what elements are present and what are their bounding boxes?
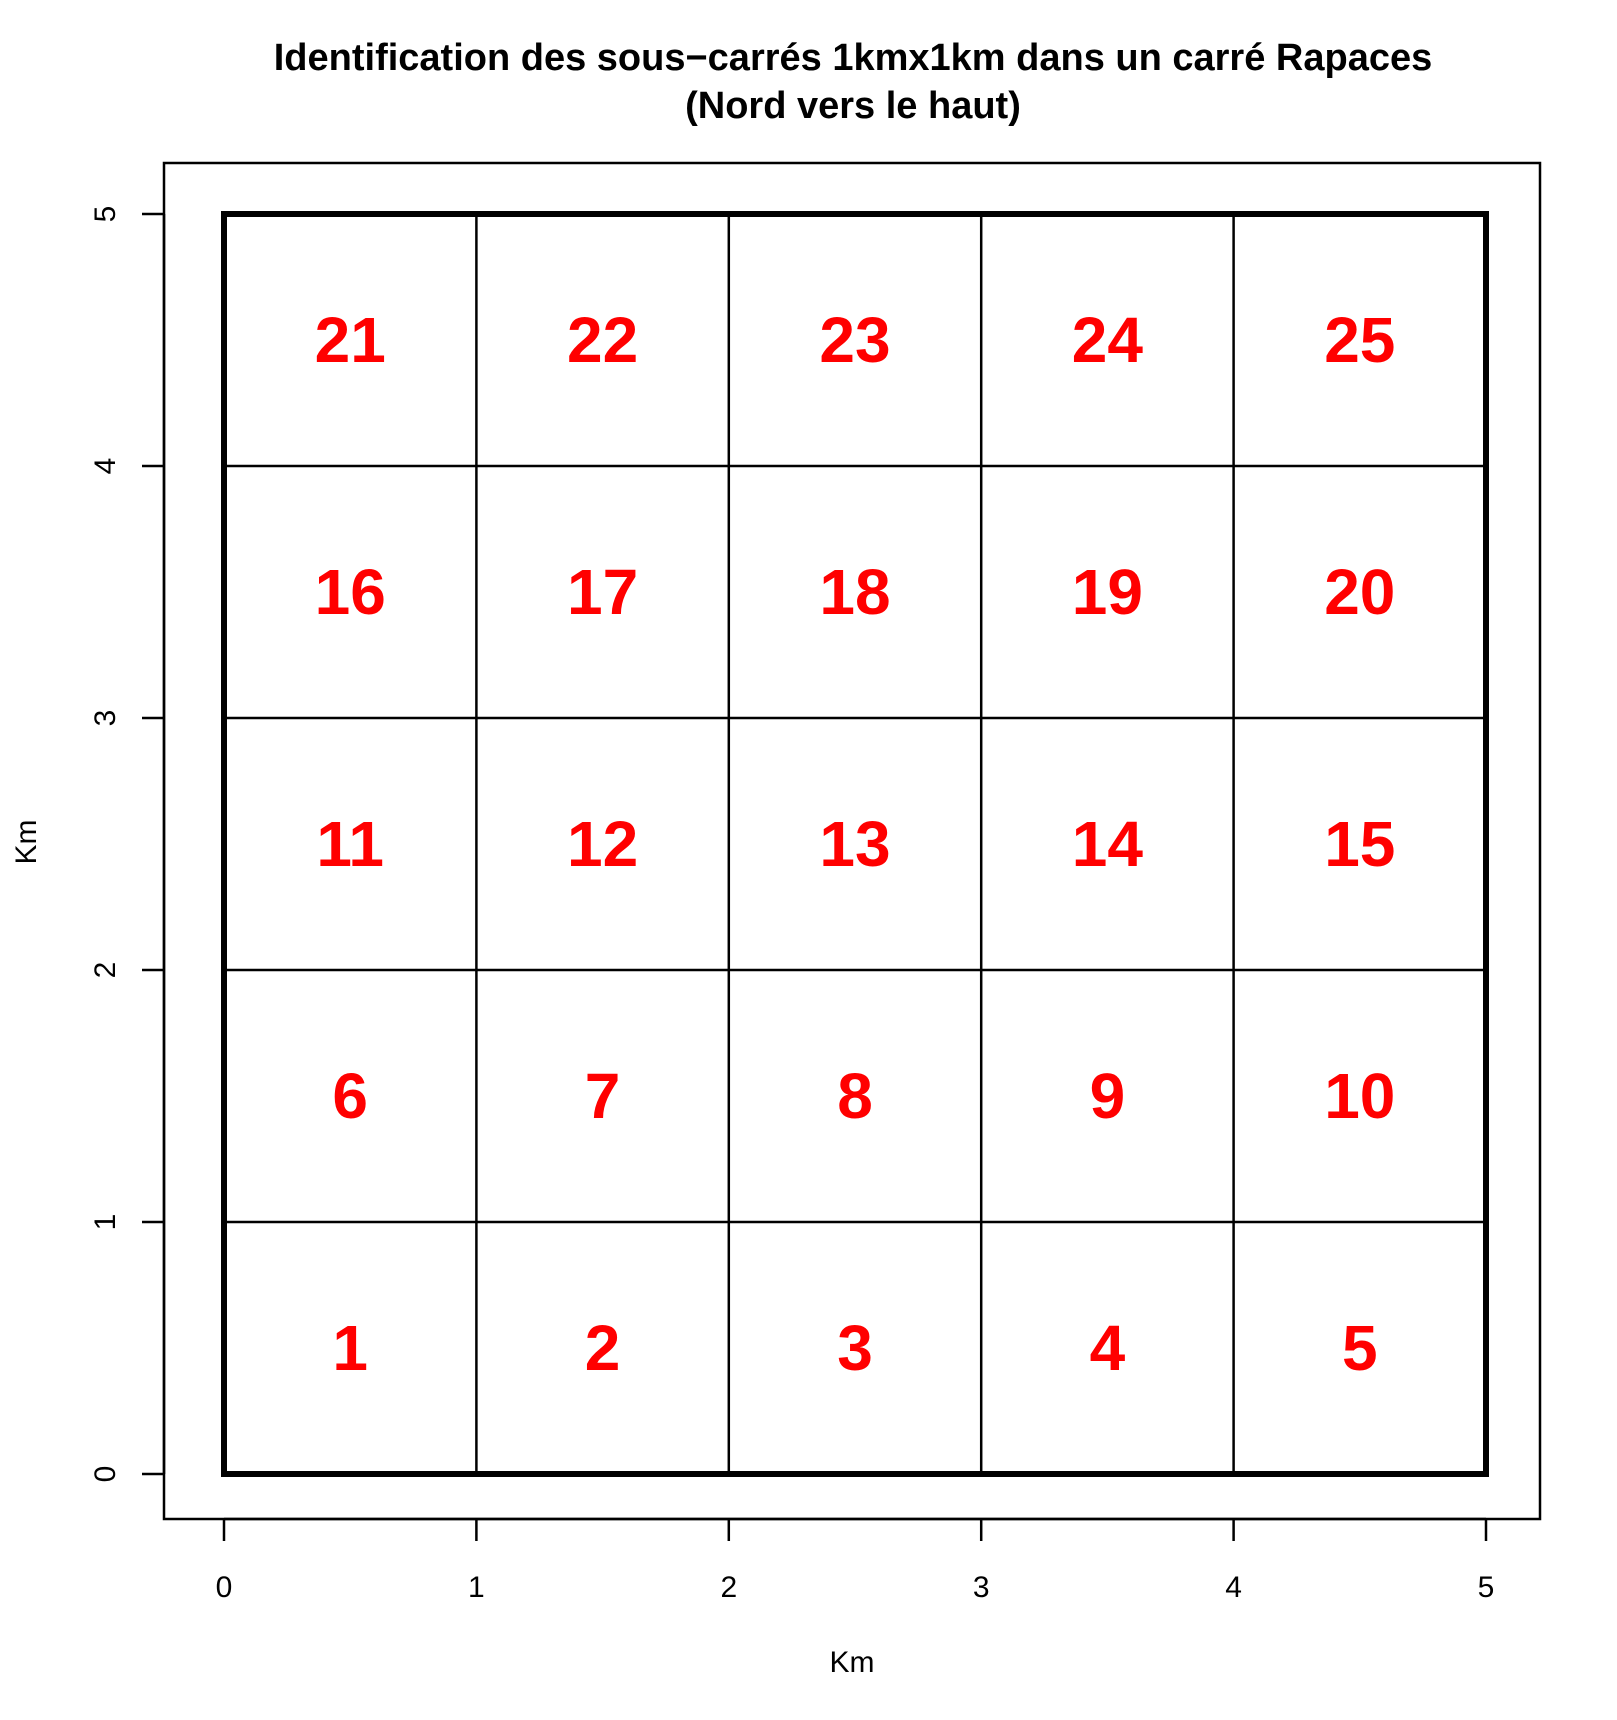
cell-label-17: 17 [567, 556, 639, 628]
cell-label-12: 12 [567, 808, 639, 880]
cell-label-3: 3 [837, 1312, 873, 1384]
cell-label-18: 18 [819, 556, 891, 628]
cell-label-15: 15 [1324, 808, 1396, 880]
x-tick-label: 2 [720, 1571, 738, 1604]
cell-label-20: 20 [1324, 556, 1396, 628]
cell-label-9: 9 [1089, 1060, 1126, 1132]
cell-label-16: 16 [314, 556, 386, 628]
y-tick-label: 0 [89, 1465, 122, 1483]
y-tick-label: 1 [89, 1213, 122, 1231]
cell-label-21: 21 [314, 304, 386, 376]
x-tick-label: 3 [972, 1571, 990, 1604]
x-axis [216, 1519, 1495, 1604]
x-axis-label: Km [829, 1646, 875, 1679]
y-axis [89, 206, 164, 1483]
cell-label-11: 11 [316, 808, 385, 880]
chart-subtitle: (Nord vers le haut) [685, 85, 1021, 127]
y-tick-label: 2 [89, 961, 122, 979]
cell-label-6: 6 [332, 1060, 368, 1132]
cell-label-19: 19 [1071, 556, 1143, 628]
cell-label-13: 13 [819, 808, 891, 880]
y-tick-label: 4 [89, 457, 122, 475]
y-axis-label: Km [10, 819, 43, 865]
cell-label-14: 14 [1071, 808, 1143, 880]
cell-label-10: 10 [1324, 1060, 1396, 1132]
cell-label-24: 24 [1071, 304, 1143, 376]
x-tick-label: 5 [1477, 1571, 1495, 1604]
cell-label-22: 22 [567, 304, 639, 376]
x-tick-label: 1 [468, 1571, 485, 1604]
cell-label-7: 7 [584, 1060, 621, 1132]
x-tick-label: 0 [215, 1571, 233, 1604]
cell-label-23: 23 [819, 304, 891, 376]
x-tick-label: 4 [1225, 1571, 1242, 1604]
cell-label-2: 2 [584, 1312, 621, 1384]
cell-label-1: 1 [332, 1312, 368, 1384]
y-tick-label: 5 [89, 205, 122, 223]
cell-label-4: 4 [1089, 1312, 1126, 1384]
cell-label-25: 25 [1324, 304, 1396, 376]
cell-label-5: 5 [1342, 1312, 1378, 1384]
chart-title: Identification des sous−carrés 1kmx1km dans un carré Rapaces [273, 37, 1433, 79]
cell-label-8: 8 [837, 1060, 873, 1132]
y-tick-label: 3 [89, 709, 122, 727]
